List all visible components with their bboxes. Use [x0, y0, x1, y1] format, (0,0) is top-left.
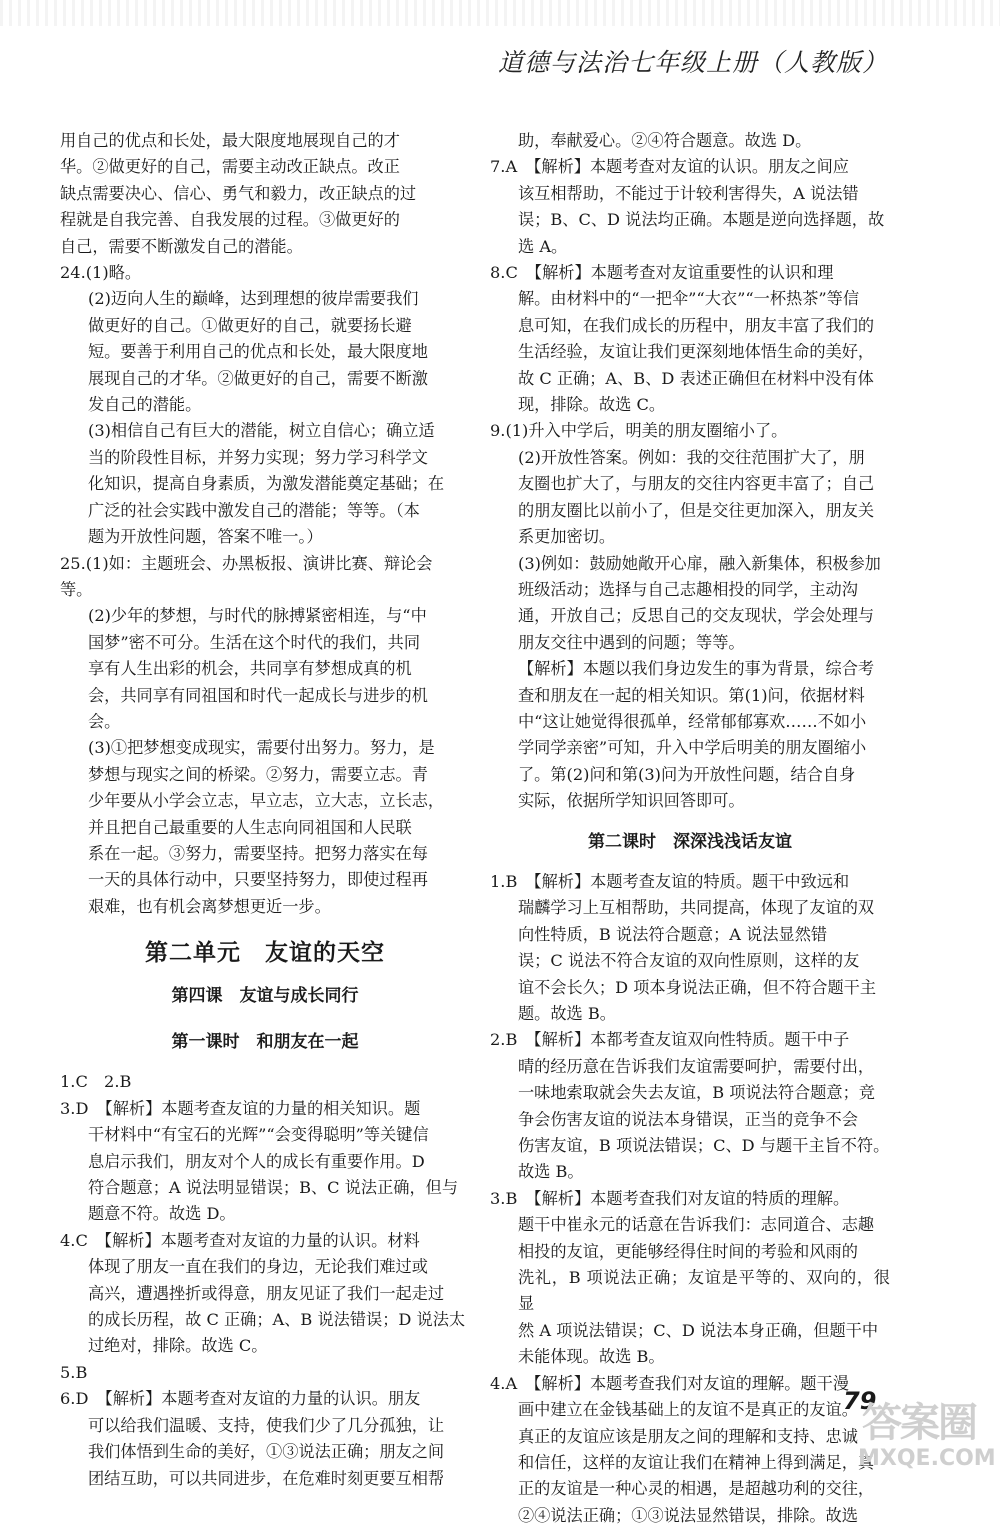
text-line: 题干中崔永元的话意在告诉我们：志同道合、志趣 — [518, 1215, 875, 1235]
answer-4 — [60, 1228, 470, 1360]
page-number: 79 — [843, 1387, 877, 1415]
text-line: 谊不会长久；D 项本身说法正确，但不符合题干主 — [518, 977, 877, 997]
text-line: (3)例如：鼓励她敞开心扉，融入新集体，积极参加 — [518, 553, 881, 573]
watermark-url: MXQE.COM — [858, 1446, 996, 1471]
text-line: 干材料中“有宝石的光辉”“会变得聪明”等关键信 — [88, 1125, 429, 1145]
period2-title: 第二课时 深深浅浅话友谊 — [588, 831, 792, 852]
text-line: 化知识，提高自身素质，为激发潜能奠定基础；在 — [88, 474, 445, 494]
text-line: 系在一起。③努力，需要坚持。把努力落实在每 — [88, 843, 428, 863]
answer-6 — [60, 1386, 470, 1492]
text-line: 自己，需要不断激发自己的潜能。 — [60, 236, 303, 256]
q24-label: 24.(1)略。 — [60, 263, 142, 283]
text-line: 发自己的潜能。 — [88, 395, 202, 415]
text-line: 可以给我们温暖、支持，使我们少了几分孤独，让 — [88, 1415, 445, 1435]
watermark-logo — [858, 1400, 996, 1492]
text-line: 班级活动；选择与自己志趣相投的同学，主动沟 — [518, 579, 858, 599]
text-line: 通，开放自己；反思自己的交友现状，学会处理与 — [518, 606, 875, 626]
text-line: 梦想与现实之间的桥梁。②努力，需要立志。青 — [88, 764, 428, 784]
watermark-text: 答案圈 — [862, 1400, 976, 1446]
intro-block — [60, 128, 470, 260]
right-column — [490, 128, 890, 1529]
text-line: 相投的友谊，更能够经得住时间的考验和风雨的 — [518, 1241, 858, 1261]
text-line: 正的友谊是一种心灵的相遇，是超越功利的交往， — [518, 1479, 875, 1499]
running-header: 道德与法治七年级上册（人教版） — [497, 48, 888, 77]
text-line: 系更加密切。 — [518, 527, 616, 547]
text-line: 洗礼，B 项说法正确；友谊是平等的、双向的，很显 — [518, 1268, 890, 1314]
text-line: 1.B 【解析】本题考查友谊的特质。题干中致远和 — [490, 871, 850, 891]
text-line: 解。由材料中的“一把伞”“大衣”“一杯热茶”等信 — [518, 289, 860, 309]
text-line: 误；B、C、D 说法均正确。本题是逆向选择题，故 — [518, 210, 885, 230]
answer-8 — [490, 260, 890, 418]
answer-9-1: 9.(1)升入中学后，明美的朋友圈缩小了。 — [490, 421, 788, 441]
answer-b2 — [490, 1027, 890, 1185]
text-line: 的成长历程，故 C 正确；A、B 说法错误；D 说法太 — [88, 1310, 466, 1330]
text-line: 伤害友谊，B 项说法错误；C、D 与题干主旨不符。 — [518, 1136, 890, 1156]
text-line: 瑞麟学习上互相帮助，共同提高，体现了友谊的双 — [518, 898, 875, 918]
text-line: 享有人生出彩的机会，共同享有梦想成真的机 — [88, 659, 412, 679]
text-line: (3)相信自己有巨大的潜能，树立自信心；确立适 — [88, 421, 435, 441]
text-line: 当的阶段性目标，并努力实现；努力学习科学文 — [88, 447, 428, 467]
answer-9-3 — [490, 551, 890, 657]
text-line: 的朋友圈比以前小了，但是交往更加深入，朋友关 — [518, 500, 875, 520]
left-column — [60, 128, 470, 1492]
text-line: 故 C 正确；A、B、D 表述正确但在材料中没有体 — [518, 368, 874, 388]
text-line: 了。第(2)问和第(3)问为开放性问题，结合自身 — [518, 764, 856, 784]
text-line: 团结互助，可以共同进步，在危难时刻更要互相帮 — [88, 1468, 445, 1488]
text-line: 朋友交往中遇到的问题；等等。 — [518, 632, 745, 652]
text-line: 真正的友谊应该是朋友之间的理解和支持、忠诚 — [518, 1426, 858, 1446]
text-line: 向性特质，B 说法符合题意；A 说法显然错 — [518, 924, 828, 944]
answer-5: 5.B — [60, 1362, 88, 1382]
text-line: 华。②做更好的自己，需要主动改正缺点。改正 — [60, 157, 400, 177]
text-line: 题。故选 B。 — [518, 1004, 616, 1023]
text-line: 广泛的社会实践中激发自己的潜能；等等。（本 — [88, 500, 420, 520]
text-line: 程就是自我完善、自我发展的过程。③做更好的 — [60, 210, 400, 230]
text-line: 实际，依据所学知识回答即可。 — [518, 791, 745, 811]
text-line: 7.A 【解析】本题考查对友谊的认识。朋友之间应 — [490, 157, 849, 177]
text-line: 3.D 【解析】本题考查友谊的力量的相关知识。题 — [60, 1098, 421, 1118]
text-line: 故选 B。 — [518, 1162, 584, 1182]
answer-7 — [490, 154, 890, 260]
answer-b3 — [490, 1186, 890, 1371]
text-line: (2)开放性答案。例如：我的交往范围扩大了，朋 — [518, 447, 865, 467]
q25-part3 — [60, 735, 470, 920]
text-line: 一天的具体行动中，只要坚持努力，即使过程再 — [88, 870, 428, 890]
text-line: 晴的经历意在告诉我们友谊需要呵护，需要付出， — [518, 1056, 875, 1076]
text-line: 和信任，这样的友谊让我们在精神上得到满足，真 — [518, 1452, 875, 1472]
answer-b4 — [490, 1371, 890, 1529]
text-line: 选 A。 — [518, 236, 568, 256]
unit-title: 第二单元 友谊的天空 — [145, 940, 385, 967]
text-line: 生活经验，友谊让我们更深刻地体悟生命的美好， — [518, 342, 875, 362]
period-title: 第一课时 和朋友在一起 — [171, 1032, 359, 1052]
text-line: 体现了朋友一直在我们的身边，无论我们难过或 — [88, 1257, 428, 1277]
lesson-title: 第四课 友谊与成长同行 — [171, 985, 359, 1006]
answer-6-cont: 助，奉献爱心。②④符合题意。故选 D。 — [518, 131, 812, 150]
text-line: 会。 — [88, 711, 121, 731]
text-line: 4.C 【解析】本题考查对友谊的力量的认识。材料 — [60, 1230, 420, 1250]
text-line: 2.B 【解析】本都考查友谊双向性特质。题干中子 — [490, 1030, 850, 1050]
text-line: 息可知，在我们成长的历程中，朋友丰富了我们的 — [518, 315, 875, 335]
text-line: 符合题意；A 说法明显错误；B、C 说法正确，但与 — [88, 1178, 459, 1198]
text-line: 息启示我们，朋友对个人的成长有重要作用。D — [88, 1151, 425, 1171]
q25-part2 — [60, 603, 470, 735]
text-line: 8.C 【解析】本题考查对友谊重要性的认识和理 — [490, 263, 834, 283]
text-line: 艰难，也有机会离梦想更近一步。 — [88, 896, 331, 916]
text-line: 4.A 【解析】本题考查我们对友谊的理解。题干漫 — [490, 1373, 849, 1393]
text-line: 误；C 说法不符合友谊的双向性原则，这样的友 — [518, 951, 860, 971]
text-line: 高兴，遭遇挫折或得意，朋友见证了我们一起走过 — [88, 1283, 445, 1303]
text-line: 缺点需要决心、信心、勇气和毅力，改正缺点的过 — [60, 183, 417, 203]
text-line: 少年要从小学会立志，早立志，立大志，立长志， — [88, 791, 445, 811]
text-line: 该互相帮助，不能过于计较利害得失，A 说法错 — [518, 183, 859, 203]
text-line: 题为开放性问题，答案不唯一。） — [88, 527, 323, 547]
text-line: (3)①把梦想变成现实，需要付出努力。努力，是 — [88, 738, 435, 758]
text-line: 然 A 项说法错误；C、D 说法本身正确，但题干中 — [518, 1320, 879, 1340]
text-line: 争会伤害友谊的说法本身错误，正当的竞争不会 — [518, 1109, 858, 1129]
text-line: 25.(1)如：主题班会、办黑板报、演讲比赛、辩论会 — [60, 553, 433, 573]
text-line: 画中建立在金钱基础上的友谊不是真正的友谊。 — [518, 1400, 858, 1420]
q24-part2 — [60, 286, 470, 418]
text-line: 做更好的自己。①做更好的自己，就要扬长避 — [88, 315, 412, 335]
text-line: 并且把自己最重要的人生志向同祖国和人民联 — [88, 817, 412, 837]
answer-3 — [60, 1096, 470, 1228]
text-line: 3.B 【解析】本题考查我们对友谊的特质的理解。 — [490, 1188, 850, 1208]
text-line: 现，排除。故选 C。 — [518, 395, 666, 415]
scan-top-band — [0, 0, 1000, 26]
text-line: 【解析】本题以我们身边发生的事为背景，综合考 — [518, 659, 875, 679]
text-line: 我们体悟到生命的美好，①③说法正确；朋友之间 — [88, 1442, 445, 1462]
answer-1-2: 1.C 2.B — [60, 1072, 132, 1092]
q25-part1 — [60, 551, 470, 604]
text-line: 中“这让她觉得很孤单，经常郁郁寡欢……不如小 — [518, 711, 867, 731]
text-line: 等。 — [60, 579, 93, 599]
q24-part3 — [60, 418, 470, 550]
answer-9-note — [490, 656, 890, 814]
text-line: 6.D 【解析】本题考查对友谊的力量的认识。朋友 — [60, 1389, 421, 1409]
text-line: (2)迈向人生的巅峰，达到理想的彼岸需要我们 — [88, 289, 419, 309]
text-line: 国梦”密不可分。生活在这个时代的我们，共同 — [88, 632, 421, 652]
text-line: 学同学亲密”可知，升入中学后明美的朋友圈缩小 — [518, 738, 867, 758]
answer-b1 — [490, 869, 890, 1027]
text-line: 查和朋友在一起的相关知识。第(1)问，依据材料 — [518, 685, 865, 705]
text-line: 过绝对，排除。故选 C。 — [88, 1336, 268, 1356]
text-line: 题意不符。故选 D。 — [88, 1204, 236, 1224]
answer-9-2 — [490, 445, 890, 551]
text-line: (2)少年的梦想，与时代的脉搏紧密相连，与“中 — [88, 606, 427, 626]
text-line: 友圈也扩大了，与朋友的交往内容更丰富了；自己 — [518, 474, 875, 494]
text-line: 一味地索取就会失去友谊，B 项说法符合题意；竞 — [518, 1083, 875, 1103]
text-line: 展现自己的才华。②做更好的自己，需要不断激 — [88, 368, 428, 388]
text-line: 未能体现。故选 B。 — [518, 1347, 665, 1367]
text-line: 用自己的优点和长处，最大限度地展现自己的才 — [60, 131, 400, 150]
text-line: 短。要善于利用自己的优点和长处，最大限度地 — [88, 342, 428, 362]
text-line: ②④说法正确；①③说法显然错误，排除。故选 — [518, 1505, 858, 1525]
text-line: 会，共同享有同祖国和时代一起成长与进步的机 — [88, 685, 428, 705]
